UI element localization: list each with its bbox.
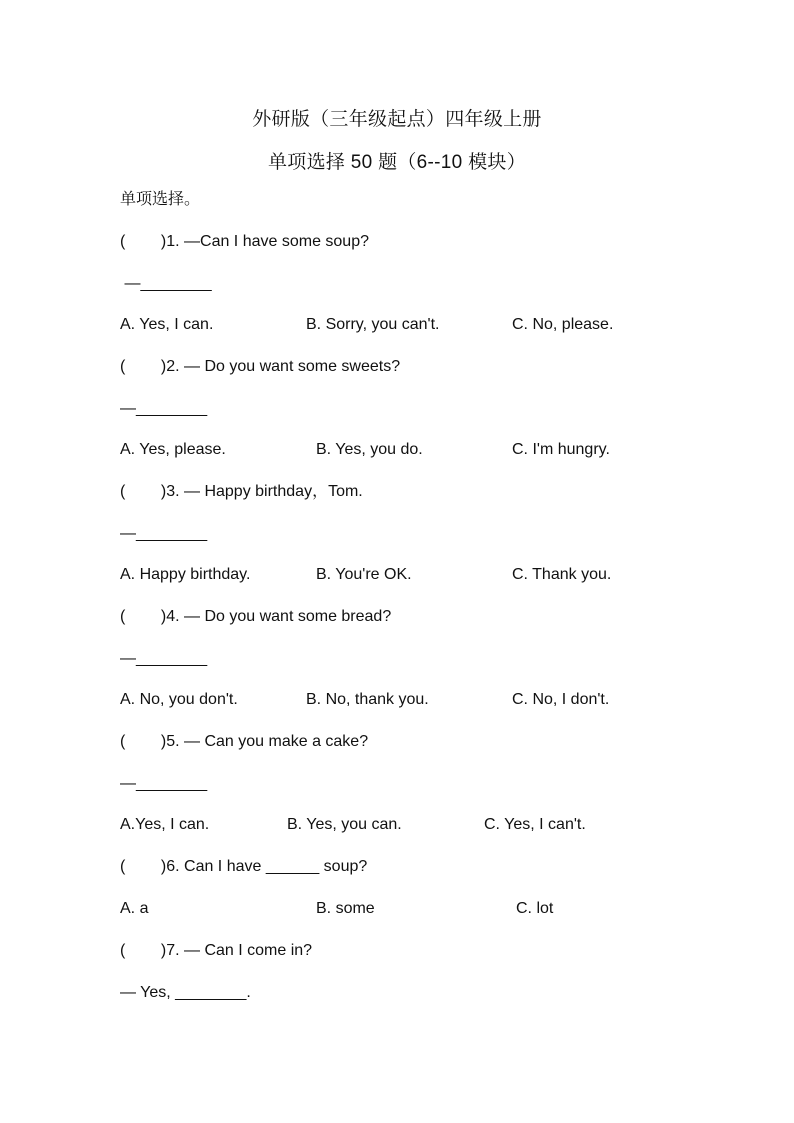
page-subtitle: 单项选择 50 题（6--10 模块） [267,152,527,173]
question-1-option-a: A. Yes, I can. [120,316,214,333]
question-3-option-a: A. Happy birthday. [120,566,251,583]
question-3-answer-line: —________ [120,525,208,542]
question-4-answer-line: —________ [120,650,208,667]
question-1-stem: ( )1. —Can I have some soup? [120,233,369,250]
question-2-option-c: C. I'm hungry. [512,441,610,458]
question-6-option-b: B. some [316,900,375,917]
question-4-option-c: C. No, I don't. [512,691,610,708]
question-4-stem: ( )4. — Do you want some bread? [120,608,392,625]
question-6-option-c: C. lot [516,900,554,917]
question-3-option-c: C. Thank you. [512,566,612,583]
question-1-option-b: B. Sorry, you can't. [306,316,440,333]
question-1-option-c: C. No, please. [512,316,614,333]
question-6-option-a: A. a [120,900,149,917]
question-2-option-a: A. Yes, please. [120,441,226,458]
question-3-stem: ( )3. — Happy birthday，Tom. [120,483,363,500]
question-5-option-b: B. Yes, you can. [287,816,402,833]
question-1-answer-line: —________ [120,275,212,292]
page-title: 外研版（三年级起点）四年级上册 [252,109,542,130]
question-7-stem: ( )7. — Can I come in? [120,942,313,959]
question-2-stem: ( )2. — Do you want some sweets? [120,358,401,375]
question-5-option-c: C. Yes, I can't. [484,816,586,833]
question-6-stem: ( )6. Can I have ______ soup? [120,858,368,875]
question-4-option-a: A. No, you don't. [120,691,238,708]
question-3-option-b: B. You're OK. [316,566,412,583]
question-5-answer-line: —________ [120,775,208,792]
question-5-option-a: A.Yes, I can. [120,816,210,833]
question-2-option-b: B. Yes, you do. [316,441,423,458]
instruction: 单项选择。 [120,191,201,208]
question-4-option-b: B. No, thank you. [306,691,429,708]
question-2-answer-line: —________ [120,400,208,417]
question-7-answer-line: — Yes, ________. [120,984,251,1001]
question-5-stem: ( )5. — Can you make a cake? [120,733,369,750]
